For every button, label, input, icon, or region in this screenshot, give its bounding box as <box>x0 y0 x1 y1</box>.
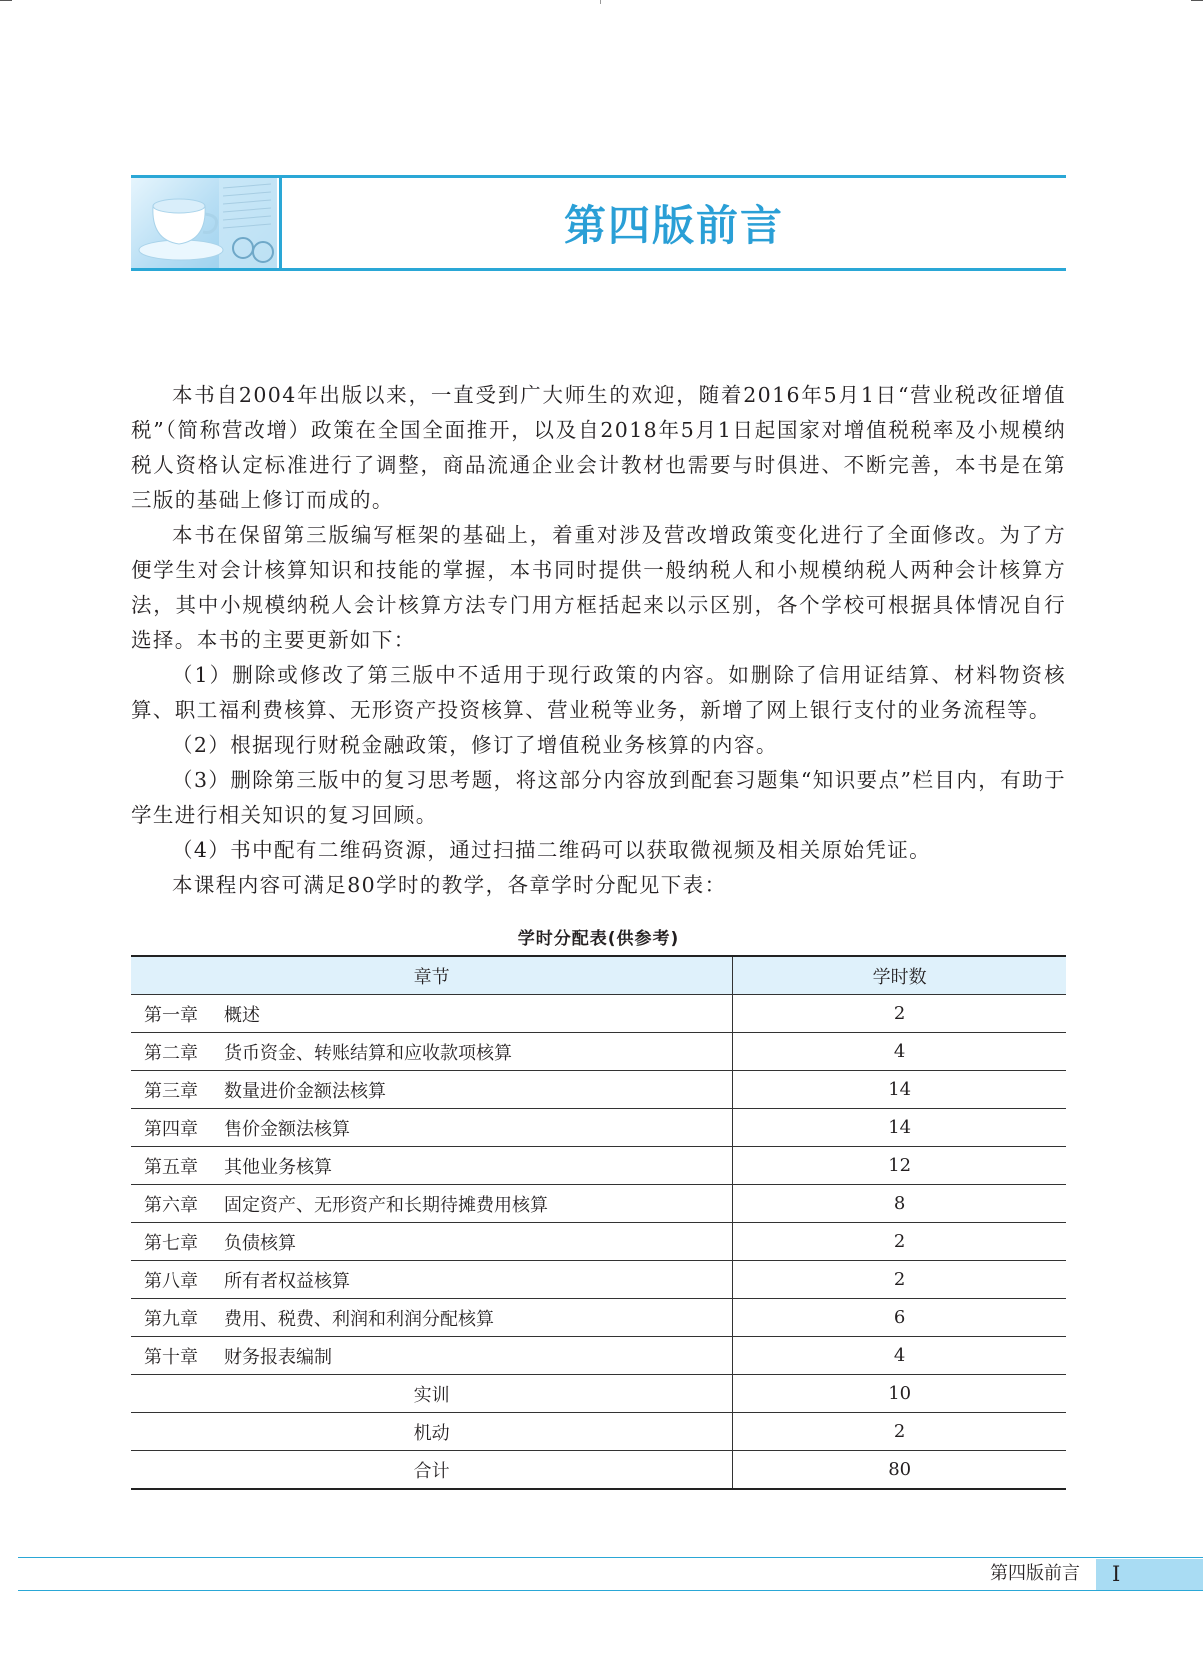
chapter-name: 货币资金、转账结算和应收款项核算 <box>224 1042 512 1064</box>
crop-mark-left <box>0 0 12 1</box>
chapter-name: 数量进价金额法核算 <box>224 1080 386 1102</box>
extra-name-cell: 机动 <box>131 1413 733 1451</box>
hours-cell: 2 <box>733 1261 1066 1299</box>
table-row <box>131 1223 1066 1261</box>
hours-cell: 4 <box>733 1337 1066 1375</box>
table-row-total <box>131 1451 1066 1490</box>
chapter-name: 费用、税费、利润和利润分配核算 <box>224 1308 494 1330</box>
update-item-3: （3）删除第三版中的复习思考题，将这部分内容放到配套习题集“知识要点”栏目内，有助于学生进行相关知识的复习回顾。 <box>131 768 1066 827</box>
chapter-name: 所有者权益核算 <box>224 1270 350 1292</box>
teacup-image <box>131 178 277 268</box>
preface-body <box>131 378 1066 903</box>
hours-cell: 10 <box>733 1375 1066 1413</box>
footer-top-rule <box>18 1557 1203 1558</box>
hours-cell: 12 <box>733 1147 1066 1185</box>
chapter-cell <box>131 1147 733 1185</box>
table-header-row <box>131 956 1066 995</box>
paragraph-hours-intro: 本课程内容可满足80学时的教学，各章学时分配见下表： <box>172 873 727 897</box>
header-bottom-rule <box>131 268 1066 271</box>
chapter-cell <box>131 1033 733 1071</box>
chapter-name: 其他业务核算 <box>224 1156 332 1178</box>
header-hours: 学时数 <box>733 956 1066 995</box>
table-row <box>131 1261 1066 1299</box>
paragraph-framework: 本书在保留第三版编写框架的基础上，着重对涉及营改增政策变化进行了全面修改。为了方便学生对会计核算知识和技能的掌握，本书同时提供一般纳税人和小规模纳税人两种会计核算方法，其中小规模纳税人会计核算方法专门用方框括起来以示区别，各个学校可根据具体情况自行选择。本书的主要更新如下： <box>131 523 1066 652</box>
table-row-flexible <box>131 1413 1066 1451</box>
hours-cell: 4 <box>733 1033 1066 1071</box>
paragraph-intro: 本书自2004年出版以来，一直受到广大师生的欢迎，随着2016年5月1日“营业税改征增值税”（简称营改增）政策在全国全面推开，以及自2018年5月1日起国家对增值税税率及小规模纳税人资格认定标准进行了调整，商品流通企业会计教材也需要与时俱进、不断完善，本书是在第三版的基础上修订而成的。 <box>131 383 1066 512</box>
hours-cell: 2 <box>733 995 1066 1033</box>
hours-cell: 2 <box>733 1223 1066 1261</box>
table-caption: 学时分配表(供参考) <box>517 929 680 949</box>
chapter-cell <box>131 1337 733 1375</box>
total-hours-cell: 80 <box>733 1451 1066 1490</box>
update-item-1: （1）删除或修改了第三版中不适用于现行政策的内容。如删除了信用证结算、材料物资核算、职工福利费核算、无形资产投资核算、营业税等业务，新增了网上银行支付的业务流程等。 <box>131 663 1066 722</box>
hours-cell: 8 <box>733 1185 1066 1223</box>
chapter-name: 财务报表编制 <box>224 1346 332 1368</box>
chapter-name: 概述 <box>224 1004 260 1026</box>
chapter-cell <box>131 995 733 1033</box>
update-item-2: （2）根据现行财税金融政策，修订了增值税业务核算的内容。 <box>172 733 778 757</box>
chapter-number: 第九章 <box>144 1308 198 1330</box>
total-label-cell: 合计 <box>131 1451 733 1490</box>
chapter-cell <box>131 1261 733 1299</box>
chapter-cell <box>131 1185 733 1223</box>
hours-cell: 14 <box>733 1109 1066 1147</box>
table-row <box>131 995 1066 1033</box>
update-item-4: （4）书中配有二维码资源，通过扫描二维码可以获取微视频及相关原始凭证。 <box>172 838 932 862</box>
chapter-number: 第四章 <box>144 1118 198 1140</box>
crop-mark-center <box>600 0 601 4</box>
hours-cell: 6 <box>733 1299 1066 1337</box>
footer-bottom-rule <box>18 1590 1203 1591</box>
chapter-number: 第二章 <box>144 1042 198 1064</box>
table-row <box>131 1185 1066 1223</box>
table-row <box>131 1147 1066 1185</box>
footer-section-title: 第四版前言 <box>990 1563 1080 1584</box>
teacup-illustration <box>131 178 277 268</box>
hours-allocation-table <box>131 955 1066 1490</box>
crop-mark-right <box>1191 0 1203 1</box>
chapter-number: 第十章 <box>144 1346 198 1368</box>
chapter-number: 第五章 <box>144 1156 198 1178</box>
chapter-header <box>131 175 1066 271</box>
page-title: 第四版前言 <box>563 201 784 250</box>
table-row-practice <box>131 1375 1066 1413</box>
chapter-number: 第八章 <box>144 1270 198 1292</box>
hours-cell: 14 <box>733 1071 1066 1109</box>
chapter-cell <box>131 1109 733 1147</box>
chapter-number: 第三章 <box>144 1080 198 1102</box>
chapter-name: 负债核算 <box>224 1232 296 1254</box>
hours-cell: 2 <box>733 1413 1066 1451</box>
page-number: I <box>1096 1559 1203 1590</box>
chapter-cell <box>131 1223 733 1261</box>
chapter-number: 第一章 <box>144 1004 198 1026</box>
chapter-number: 第七章 <box>144 1232 198 1254</box>
chapter-cell <box>131 1299 733 1337</box>
chapter-number: 第六章 <box>144 1194 198 1216</box>
chapter-cell <box>131 1071 733 1109</box>
table-row <box>131 1337 1066 1375</box>
table-row <box>131 1299 1066 1337</box>
extra-name-cell: 实训 <box>131 1375 733 1413</box>
header-chapter: 章节 <box>131 956 733 995</box>
chapter-name: 售价金额法核算 <box>224 1118 350 1140</box>
table-row <box>131 1033 1066 1071</box>
table-row <box>131 1109 1066 1147</box>
table-row <box>131 1071 1066 1109</box>
chapter-name: 固定资产、无形资产和长期待摊费用核算 <box>224 1194 548 1216</box>
